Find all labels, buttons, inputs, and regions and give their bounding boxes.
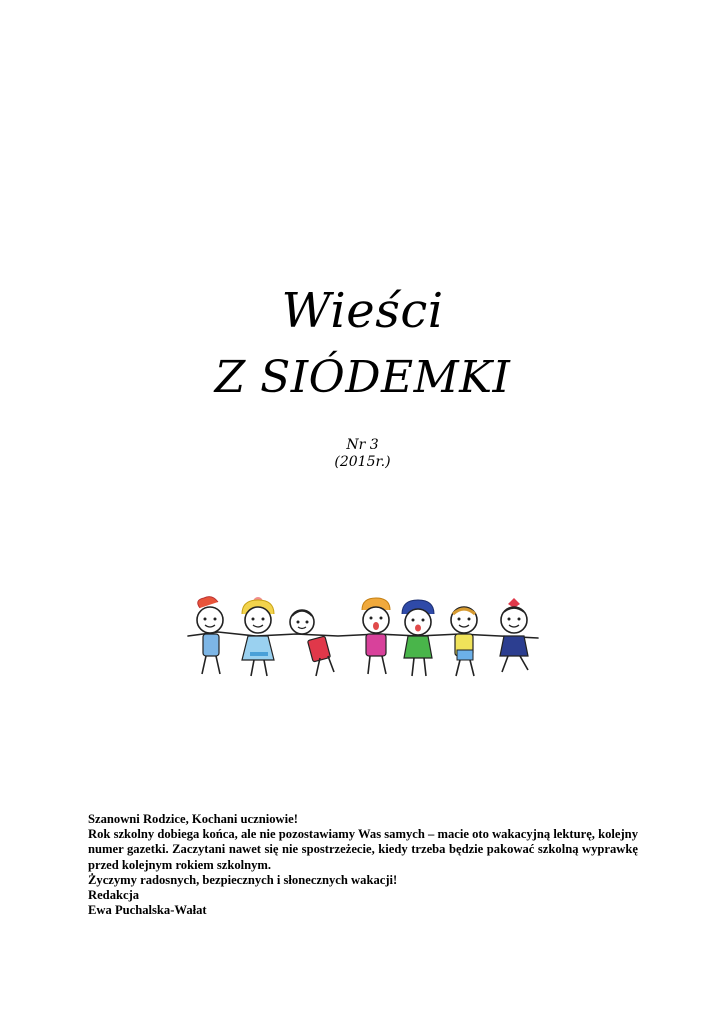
kid-figure: [402, 600, 434, 676]
newsletter-subtitle: Z SIÓDEMKI: [214, 352, 511, 403]
editorial-letter: [88, 812, 638, 918]
kid-figure: [451, 607, 477, 676]
signature-name: Ewa Puchalska-Wałat: [88, 903, 207, 918]
issue-year: (2015r.): [334, 454, 391, 470]
kid-figure: [362, 598, 390, 674]
letter-greeting: Szanowni Rodzice, Kochani uczniowie!: [88, 812, 298, 826]
letter-wishes: Życzymy radosnych, bezpiecznych i słonecznych wakacji!: [88, 872, 398, 887]
letter-body: Rok szkolny dobiega końca, ale nie pozostawiamy Was samych – macie oto wakacyjną lekturę, kolejny numer gazetki. Zaczytani nawet się nie spostrzeżecie, kiedy trzeba będzie pakować szkolną wyprawkę przed kolejnym rokiem szkolnym.: [88, 827, 638, 872]
signature-team: Redakcja: [88, 888, 140, 903]
children-holding-hands-illustration: [178, 592, 556, 684]
kid-figure: [197, 597, 223, 674]
newsletter-title: Wieści: [281, 283, 444, 339]
issue-number: Nr 3: [346, 437, 379, 453]
kid-figure: [290, 610, 334, 676]
kid-figure: [242, 597, 274, 676]
kid-figure: [500, 598, 528, 672]
